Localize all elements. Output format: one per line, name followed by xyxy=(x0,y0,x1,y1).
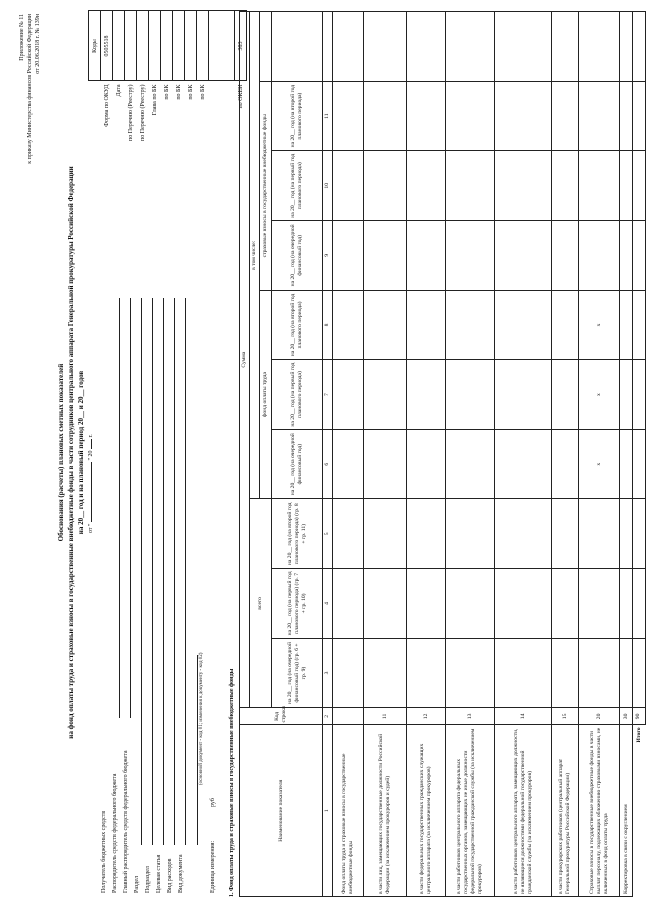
appendix-block xyxy=(18,14,42,164)
label-recipient: Получатель бюджетных средств xyxy=(101,810,107,893)
appendix-number: Приложение № 11 xyxy=(19,14,25,61)
okud-value: 0505518 xyxy=(101,11,113,81)
col-sum-header: Сумма xyxy=(240,12,250,708)
table-row: в части лиц, замещающих государственные должности Российской Федерации (за исключением прокуроров и судей) 11 xyxy=(364,12,407,897)
table-row: в части федеральных государственных гражданских служащих центрального аппарата (за исключением прокуроров) 12 xyxy=(407,12,446,897)
table-row: в части работников центрального аппарата, замещающих должности, не являющиеся должностями федеральной государственной гражданской службы (за исключением прокуроров) 14 xyxy=(495,12,552,897)
col-name-header: Наименование показателя xyxy=(240,725,323,897)
col-incl-header: в том числе: xyxy=(250,12,260,500)
table-row: Фонд оплаты труда и страховые взносы в государственные внебюджетные фонды xyxy=(333,12,364,897)
table-row: Страховые взносы в государственные внебюджетные фонды в части выплат персоналу, подлежащих обложению страховыми взносами, не включенных в фонд оплаты труда 20 x x x xyxy=(579,12,620,897)
okei-value: 383 xyxy=(235,11,247,81)
label-unit: Единица измерения: xyxy=(210,840,216,893)
codes-header: Коды xyxy=(89,11,101,81)
table-row: в части прокурорских работников (центральный аппарат Генеральной прокуратуры Российской Федерации) 15 xyxy=(552,12,579,897)
col-total-header: всего xyxy=(250,499,272,708)
table-row: Корректировка в связи с округлением 30 xyxy=(620,12,633,897)
label-subsection: Подраздел xyxy=(145,866,151,893)
page-title: Обоснования (расчеты) плановых сметных показателей на фонд оплаты труда и страховые взносы в государственные внебюджетные фонды в части сотрудников центрального аппарата Генеральной прокуратуры Российской Федерации на 20__ год и на плановый период 20__ и 20__ годов xyxy=(57,166,85,739)
col-code-header: Код строки xyxy=(240,708,323,725)
document-type-hint: (основной документ - код 01; изменения к документу - код 02) xyxy=(199,652,204,785)
appendix-order: к приказу Министерства финансов Российской Федерации xyxy=(27,14,33,164)
col-fund-header: фонд оплаты труда xyxy=(260,290,272,499)
date-line: от " " 20 г. xyxy=(88,434,94,533)
col-insurance-header: страховые взносы в государственные внебюджетные фонды xyxy=(260,81,272,290)
label-chief-manager: Главный распорядитель средств федерального бюджета xyxy=(123,750,129,893)
table-row-total: Итого 90 xyxy=(633,12,646,897)
label-section: Раздел xyxy=(134,876,140,893)
label-target-item: Целевая статья xyxy=(156,854,162,893)
label-document-type: Вид документа xyxy=(178,854,184,893)
main-table: Наименование показателя Код строки Сумма всего в том числе: фонд оплаты труда страховые взносы в государственные внебюджетные фонды на 20__ год (на очередной финансовый год) (гр. 6 + гр. 9) на 20__ год (на первый год планового периода) (гр. 7 + гр. 10) на 20__ год (на второй год планового периода) (гр. 8 + гр. 11) на 20__ год (на очередной финансовый год) на 20__ год (на первый год планового периода) на 20__ год (на второй год планового периода) на 20__ год (на очередной финансовый год) на 20__ год (на первый год планового периода) на 20__ год (на второй год планового периода) 1 2 3 4 5 6 7 8 9 10 11 Фонд оплаты труда и страховые взносы в государственные внебюджетные фонды в части лиц, замещающих государственные должности Российской Федерации (за исключением прокуроров и судей) 11 в части федеральных государственных гражданских служащих центрального аппарата (за исключением прокуроров) 12 в части работников центрального аппарата федеральных государственных органов, замещающих не иные должности федеральной государственной гражданской службы (за исключением прокуроров) 13 в части работников центрального аппарата, замещающих должности, не являющиеся должностями федеральной государственной гражданской службы (за исключением прокуроров) 14 в части прокурорских работников (центральный аппарат Генеральной прокуратуры Российской Федерации) 15 Страховые взносы в государственные внебюджетные фонды в части выплат персоналу, подлежащих обложению страховыми взносами, не включенных в фонд оплаты труда 20 x x x Корректировка в связи с округлением 30 Итого 90 xyxy=(239,11,646,897)
label-manager: Распорядитель средств федерального бюджета xyxy=(112,773,118,893)
label-expense-type: Вид расходов xyxy=(167,858,173,893)
codes-table: Коды Форма по ОКУД 0505518 Дата по Перечню (Реестру) по Перечню (Реестру) Глава по БК по БК по БК по БК по БК по ОКЕИ 383 xyxy=(88,11,247,294)
unit-value: руб xyxy=(210,798,216,807)
section-1-title: 1. Фонд оплаты труда и страховые взносы в государственные внебюджетные фонды xyxy=(229,668,235,897)
appendix-date: от 20.06.2018 г. № 139н xyxy=(35,14,41,74)
table-row: в части работников центрального аппарата федеральных государственных органов, замещающих не иные должности федеральной государственной гражданской службы (за исключением прокуроров) 13 xyxy=(446,12,495,897)
